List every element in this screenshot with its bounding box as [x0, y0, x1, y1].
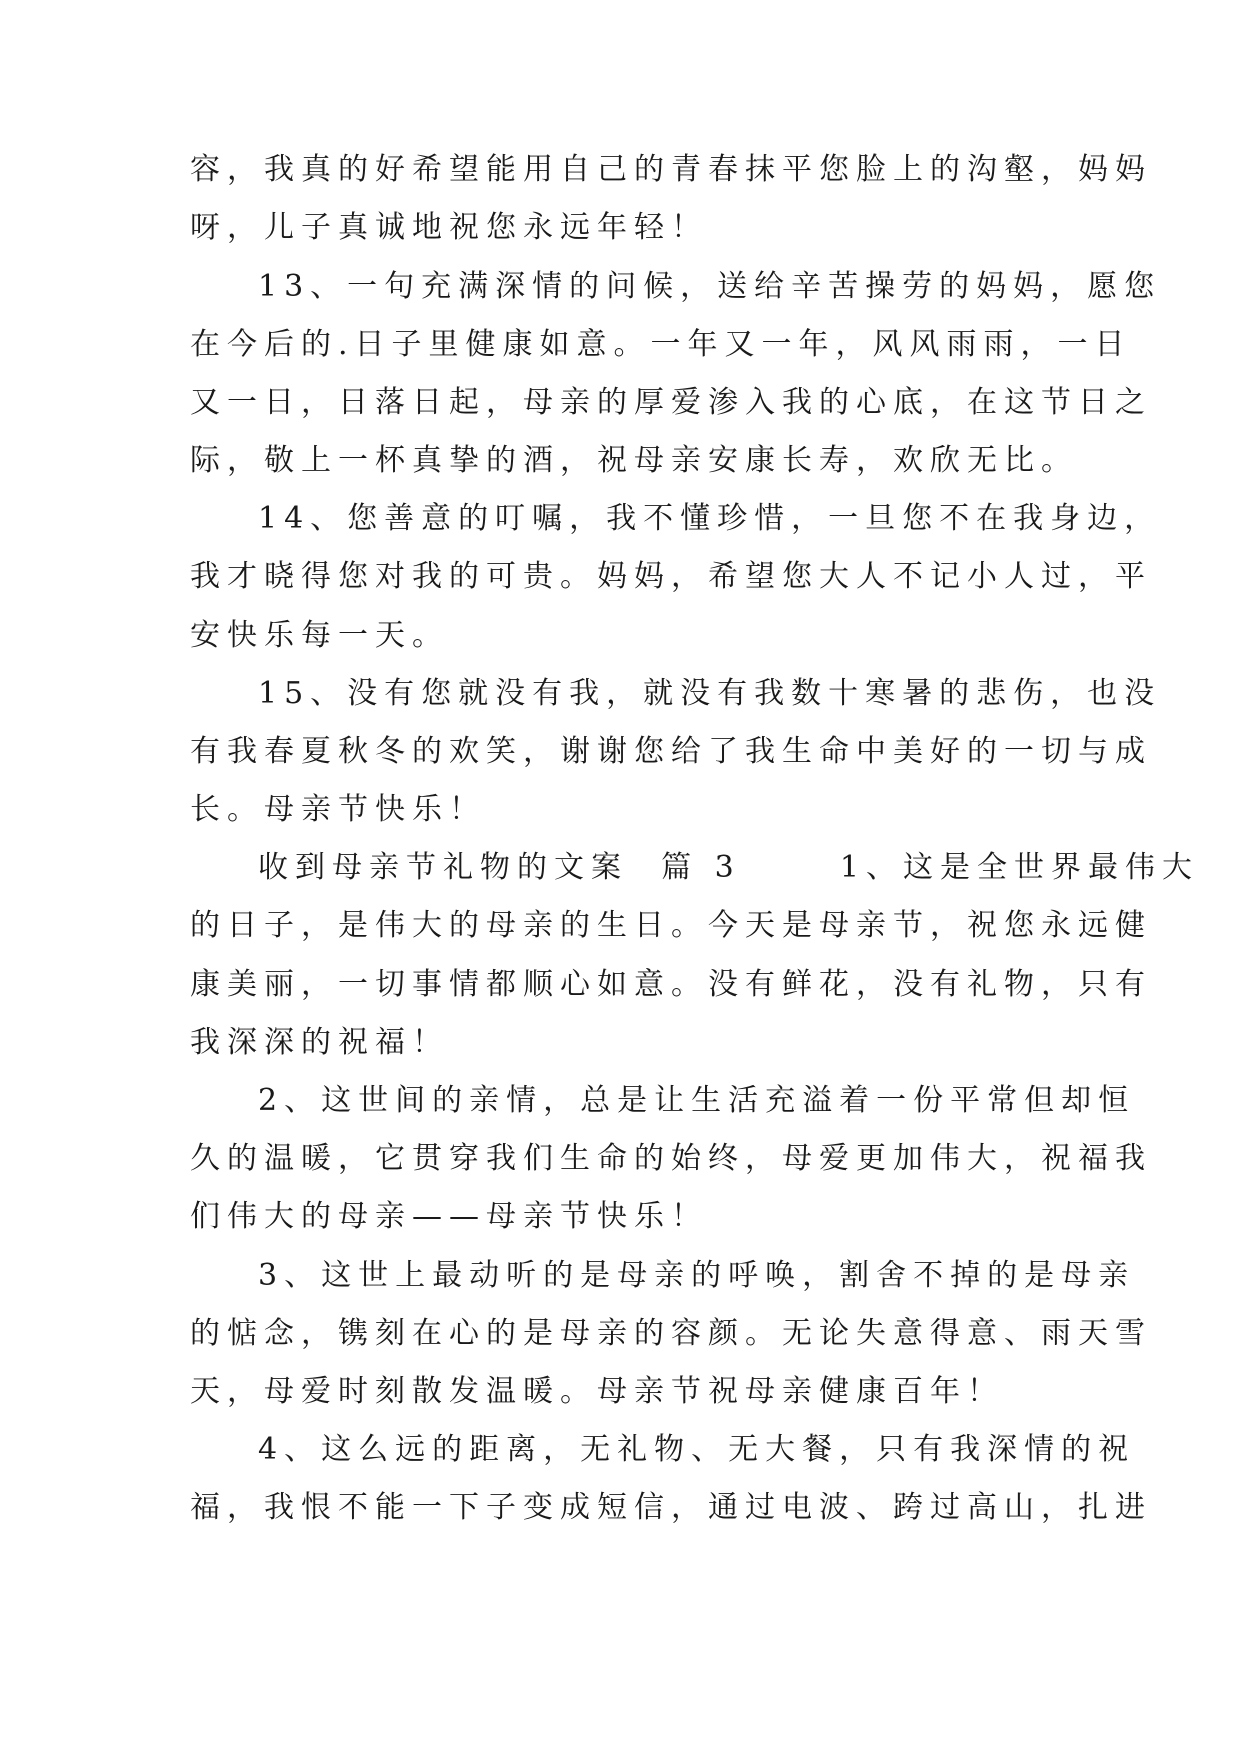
paragraph-2-line-1: 2、这世间的亲情，总是让生活充溢着一份平常但却恒	[258, 1083, 1136, 1118]
text-line: 的日子，是伟大的母亲的生日。今天是母亲节，祝您永远健	[190, 908, 1152, 943]
text-line: 又一日，日落日起，母亲的厚爱渗入我的心底，在这节日之	[190, 385, 1152, 420]
section-heading-line: 收到母亲节礼物的文案 篇 3 1、这是全世界最伟大	[258, 850, 1199, 885]
text-line: 在今后的.日子里健康如意。一年又一年，风风雨雨，一日	[190, 327, 1132, 362]
text-line: 们伟大的母亲——母亲节快乐！	[190, 1199, 708, 1234]
text-line: 天，母爱时刻散发温暖。母亲节祝母亲健康百年！	[190, 1374, 1004, 1409]
text-line: 福，我恨不能一下子变成短信，通过电波、跨过高山，扎进	[190, 1490, 1152, 1525]
paragraph-15-line-1: 15、没有您就没有我，就没有我数十寒暑的悲伤，也没	[258, 676, 1162, 711]
paragraph-3-line-1: 3、这世上最动听的是母亲的呼唤，割舍不掉的是母亲	[258, 1258, 1136, 1293]
text-line: 的惦念，镌刻在心的是母亲的容颜。无论失意得意、雨天雪	[190, 1316, 1152, 1351]
text-line: 安快乐每一天。	[190, 618, 449, 653]
text-line: 呀，儿子真诚地祝您永远年轻！	[190, 210, 708, 245]
paragraph-13-line-1: 13、一句充满深情的问候，送给辛苦操劳的妈妈，愿您	[258, 269, 1162, 304]
text-line: 久的温暖，它贯穿我们生命的始终，母爱更加伟大，祝福我	[190, 1141, 1152, 1176]
text-line: 容，我真的好希望能用自己的青春抹平您脸上的沟壑，妈妈	[190, 152, 1152, 187]
paragraph-14-line-1: 14、您善意的叮嘱，我不懂珍惜，一旦您不在我身边，	[258, 501, 1162, 536]
text-line: 有我春夏秋冬的欢笑，谢谢您给了我生命中美好的一切与成	[190, 734, 1152, 769]
text-line: 长。母亲节快乐！	[190, 792, 486, 827]
text-line: 际，敬上一杯真挚的酒，祝母亲安康长寿，欢欣无比。	[190, 443, 1078, 478]
paragraph-4-line-1: 4、这么远的距离，无礼物、无大餐，只有我深情的祝	[258, 1432, 1136, 1467]
text-line: 康美丽，一切事情都顺心如意。没有鲜花，没有礼物，只有	[190, 967, 1152, 1002]
text-line: 我深深的祝福！	[190, 1025, 449, 1060]
text-line: 我才晓得您对我的可贵。妈妈，希望您大人不记小人过，平	[190, 559, 1152, 594]
